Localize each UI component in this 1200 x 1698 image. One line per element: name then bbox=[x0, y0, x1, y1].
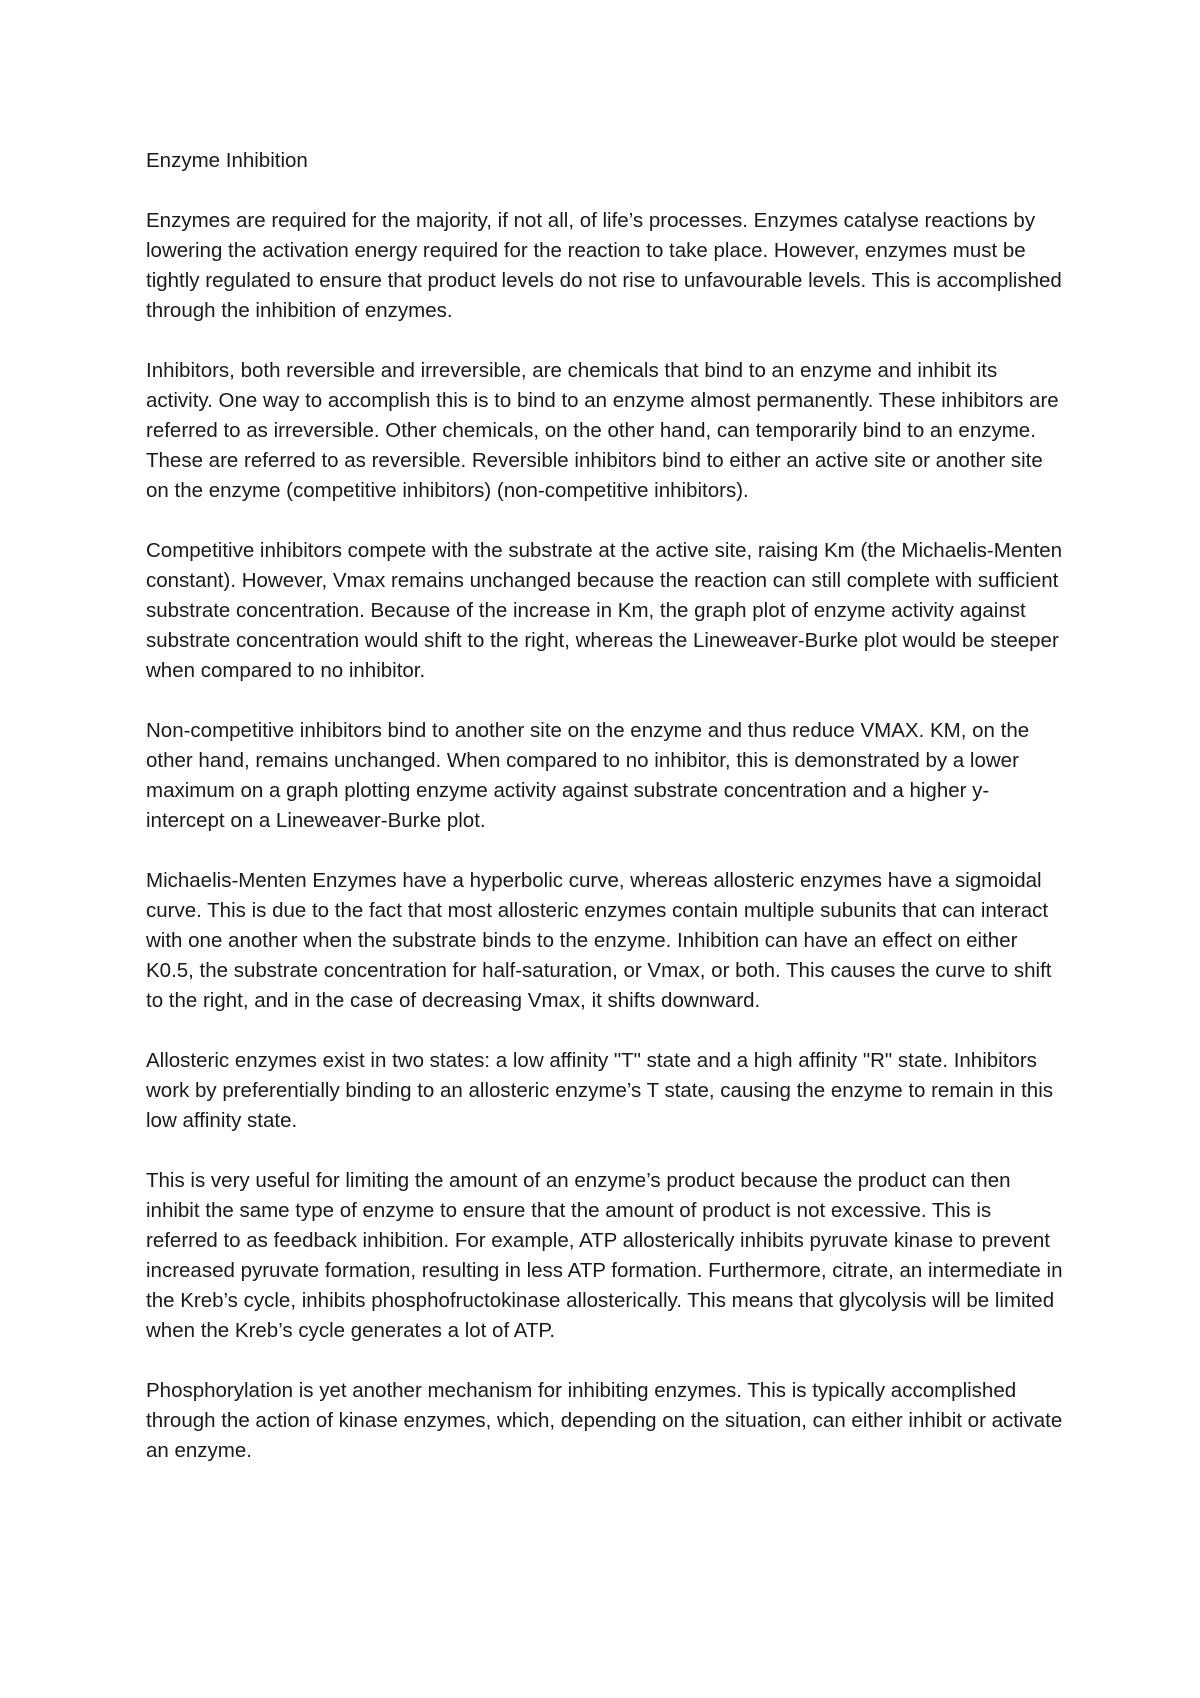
paragraph-competitive-inhibitors: Competitive inhibitors compete with the substrate at the active site, raising Km (the Michaelis-Menten constant). However, Vmax remains unchanged because the reaction can still complete with sufficient substrate concentration. Because of the increase in Km, the graph plot of enzyme activity against substrate concentration would shift to the right, whereas the Lineweaver-Burke plot would be steeper when compared to no inhibitor. bbox=[146, 539, 1063, 682]
paragraph-inhibitor-types: Inhibitors, both reversible and irreversible, are chemicals that bind to an enzyme and inhibit its activity. One way to accomplish this is to bind to an enzyme almost permanently. These inhibitors are referred to as irreversible. Other chemicals, on the other hand, can temporarily bind to an enzyme. These are referred to as reversible. Reversible inhibitors bind to either an active site or another site on the enzyme (competitive inhibitors) (non-competitive inhibitors). bbox=[146, 359, 1059, 502]
document-title: Enzyme Inhibition bbox=[146, 149, 308, 172]
paragraph-feedback-inhibition: This is very useful for limiting the amount of an enzyme’s product because the product can then inhibit the same type of enzyme to ensure that the amount of product is not excessive. This is referred to as feedback inhibition. For example, ATP allosterically inhibits pyruvate kinase to prevent increased pyruvate formation, resulting in less ATP formation. Furthermore, citrate, an intermediate in the Kreb’s cycle, inhibits phosphofructokinase allosterically. This means that glycolysis will be limited when the Kreb’s cycle generates a lot of ATP. bbox=[146, 1169, 1063, 1342]
document-body bbox=[146, 146, 1066, 1496]
paragraph-non-competitive-inhibitors: Non-competitive inhibitors bind to another site on the enzyme and thus reduce VMAX. KM, on the other hand, remains unchanged. When compared to no inhibitor, this is demonstrated by a lower maximum on a graph plotting enzyme activity against substrate concentration and a higher y-intercept on a Lineweaver-Burke plot. bbox=[146, 719, 1030, 832]
paragraph-allosteric-curves: Michaelis-Menten Enzymes have a hyperbolic curve, whereas allosteric enzymes have a sigmoidal curve. This is due to the fact that most allosteric enzymes contain multiple subunits that can interact with one another when the substrate binds to the enzyme. Inhibition can have an effect on either K0.5, the substrate concentration for half-saturation, or Vmax, or both. This causes the curve to shift to the right, and in the case of decreasing Vmax, it shifts downward. bbox=[146, 869, 1052, 1012]
paragraph-allosteric-states: Allosteric enzymes exist in two states: a low affinity "T" state and a high affinity "R" state. Inhibitors work by preferentially binding to an allosteric enzyme’s T state, causing the enzyme to remain in this low affinity state. bbox=[146, 1049, 1054, 1132]
paragraph-introduction: Enzymes are required for the majority, if not all, of life’s processes. Enzymes catalyse reactions by lowering the activation energy required for the reaction to take place. However, enzymes must be tightly regulated to ensure that product levels do not rise to unfavourable levels. This is accomplished through the inhibition of enzymes. bbox=[146, 209, 1062, 322]
paragraph-phosphorylation: Phosphorylation is yet another mechanism for inhibiting enzymes. This is typically accomplished through the action of kinase enzymes, which, depending on the situation, can either inhibit or activate an enzyme. bbox=[146, 1379, 1063, 1462]
